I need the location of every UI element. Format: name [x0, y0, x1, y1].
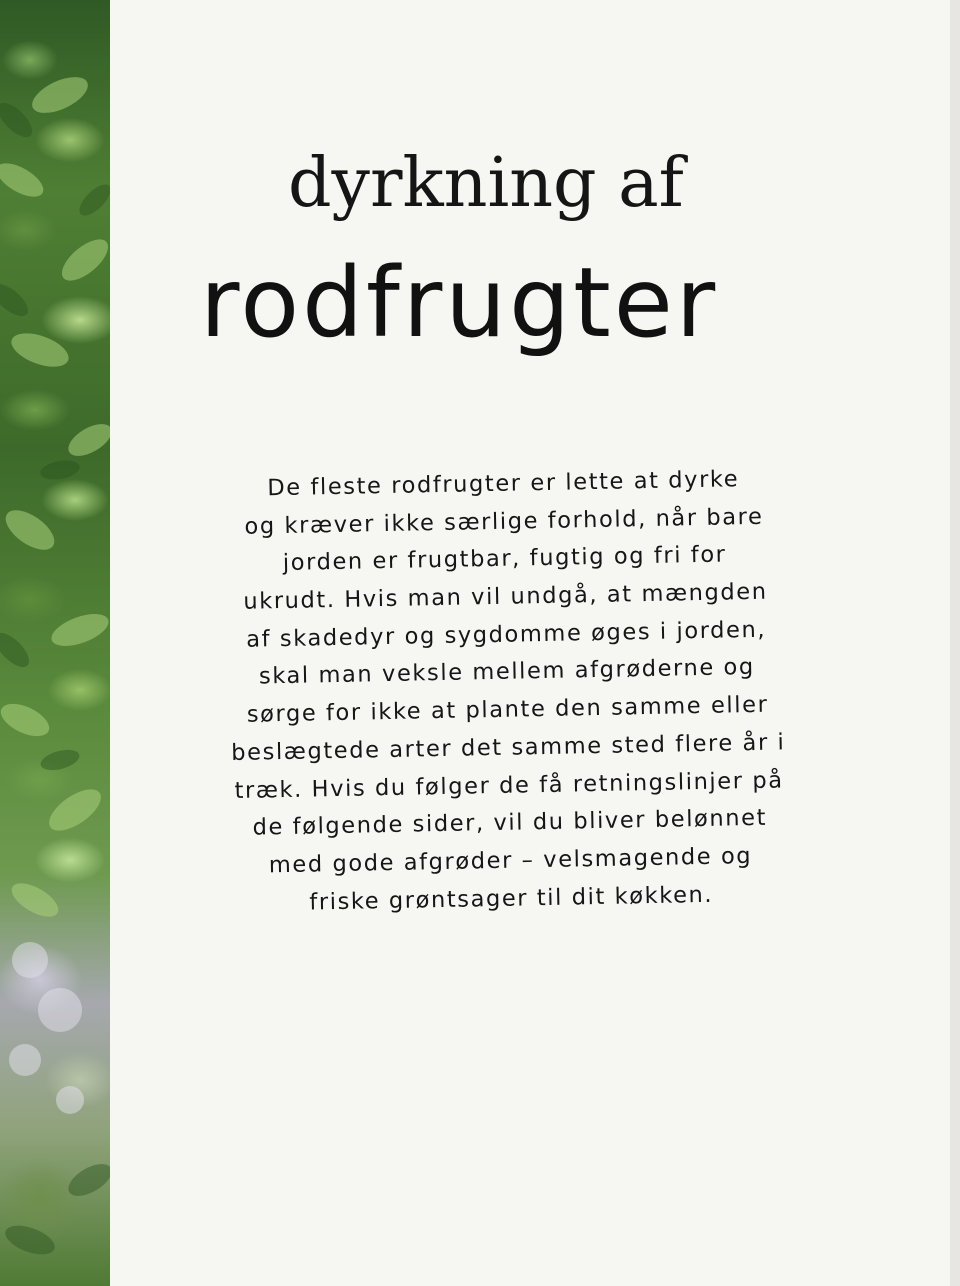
paragraph-line: skal man veksle mellem afgrøderne og — [258, 654, 756, 690]
plant-photo-strip — [0, 0, 110, 1286]
paragraph-line: friske grøntsager til dit køkken. — [309, 881, 714, 916]
paragraph-line: jorden er frugtbar, fugtig og fri for — [282, 541, 727, 577]
paragraph-line: ukrudt. Hvis man vil undgå, at mængden — [243, 578, 768, 615]
paragraph-line: beslægtede arter det samme sted flere år i — [231, 729, 786, 766]
leaf-pattern-icon — [0, 0, 110, 1286]
paragraph-line: sørge for ikke at plante den samme eller — [246, 691, 769, 728]
paragraph-line: med gode afgrøder – velsmagende og — [268, 842, 753, 879]
paragraph-line: De fleste rodfrugter er lette at dyrke — [267, 466, 740, 502]
paragraph-line: træk. Hvis du følger de få retningslinjer på — [234, 766, 784, 804]
paragraph-line: af skadedyr og sygdomme øges i jorden, — [246, 616, 767, 653]
page-edge — [950, 0, 960, 1286]
paragraph-line: og kræver ikke særlige forhold, når bare — [244, 503, 764, 540]
intro-paragraph — [178, 460, 837, 925]
paragraph-line: de følgende sider, vil du bliver belønnet — [252, 804, 768, 841]
title-line-2: rodfrugter — [200, 247, 719, 359]
title-line-1: dyrkning af — [288, 144, 684, 223]
